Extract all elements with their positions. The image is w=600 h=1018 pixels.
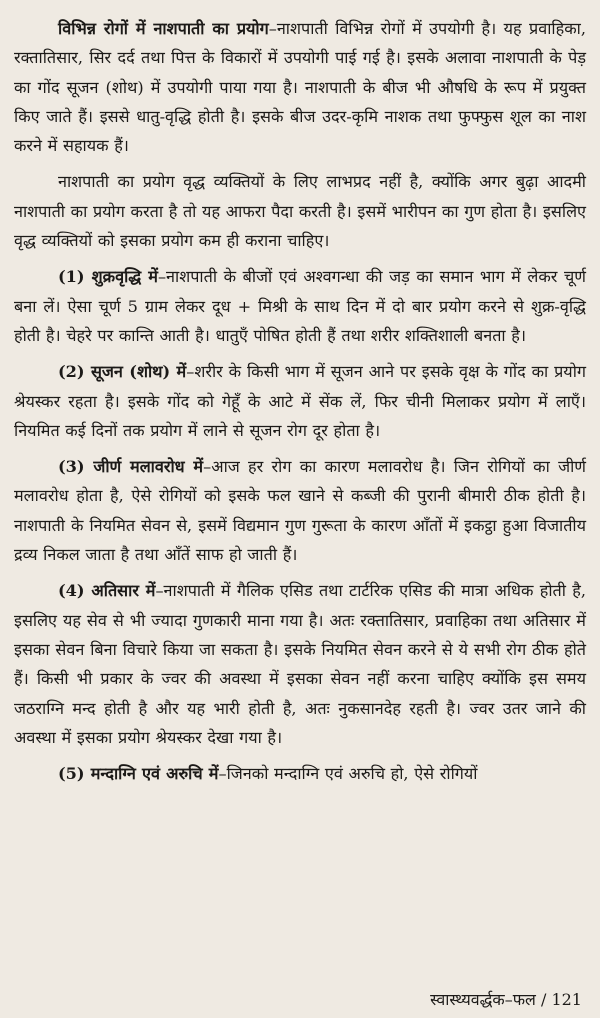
paragraph-remedy-1 [14,262,586,350]
paragraph-text: –नाशपाती में गैलिक एसिड तथा टार्टरिक एसिड की मात्रा अधिक होती है, इसलिए यह सेव से भी ज्यादा गुणकारी माना गया है। अतः रक्तातिसार, प्रवाहिका तथा अतिसार में इसका सेवन बिना विचारे किया जा सकता है। इसके नियमित सेवन करने से ये सभी रोग ठीक होते हैं। किसी भी प्रकार के ज्वर की अवस्था में इसका सेवन नहीं करना चाहिए क्योंकि इस समय जठराग्नि मन्द होती है और यह भारी होती है, अतः नुकसानदेह रहती है। ज्वर उतर जाने की अवस्था में इसका प्रयोग श्रेयस्कर देखा गया है। [14,581,586,747]
paragraph-heading: विभिन्न रोगों में नाशपाती का प्रयोग [58,19,269,38]
paragraph-text: –नाशपाती विभिन्न रोगों में उपयोगी है। यह प्रवाहिका, रक्तातिसार, सिर दर्द तथा पित्त के विकारों में उपयोगी पाई गई है। इसके अलावा नाशपाती के पेड़ का गोंद सूजन (शोथ) में उपयोगी पाया गया है। नाशपाती के बीज भी औषधि के रूप में प्रयुक्त किए जाते हैं। इससे धातु-वृद्धि होती है। इसके बीज उदर-कृमि नाशक तथा फुफ्फुस शूल का नाश करने में सहायक हैं। [14,19,586,156]
paragraph-heading: (5) मन्दाग्नि एवं अरुचि में [58,764,219,784]
paragraph-remedy-5 [14,759,586,788]
paragraph-elderly-caution [14,167,586,255]
paragraph-heading: (3) जीर्ण मलावरोध में [58,457,204,477]
paragraph-remedy-3 [14,452,586,569]
paragraph-text: –आज हर रोग का कारण मलावरोध है। जिन रोगियों का जीर्ण मलावरोध होता है, ऐसे रोगियों को इसके फल खाने से कब्जी की पुरानी बीमारी ठीक होती है। नाशपाती के नियमित सेवन से, इसमें विद्यमान गुण गुरूता के कारण आँतों में इकट्ठा हुआ विजातीय द्रव्य निकल जाता है तथा आँतें साफ हो जाती हैं। [14,457,586,565]
paragraph-heading: (4) अतिसार में [58,581,156,601]
paragraph-text: –शरीर के किसी भाग में सूजन आने पर इसके वृक्ष के गोंद का प्रयोग श्रेयस्कर रहता है। इसके गोंद को गेहूँ के आटे में सेंक लें, फिर चीनी मिलाकर प्रयोग में लाएँ। नियमित कई दिनों तक प्रयोग में लाने से सूजन रोग दूर होता है। [14,362,587,440]
paragraph-remedy-4 [14,576,586,752]
paragraph-text: –जिनको मन्दाग्नि एवं अरुचि हो, ऐसे रोगियों [218,764,478,784]
paragraph-heading: (1) शुक्रवृद्धि में [58,267,158,287]
paragraph-remedy-2 [14,357,586,445]
paragraph-text: नाशपाती का प्रयोग वृद्ध व्यक्तियों के लिए लाभप्रद नहीं है, क्योंकि अगर बुढ़ा आदमी नाशपाती का प्रयोग करता है तो यह आफरा पैदा करती है। इसमें भारीपन का गुण होता है। इसलिए वृद्ध व्यक्तियों को इसका प्रयोग कम ही कराना चाहिए। [14,172,586,251]
paragraph-intro [14,14,586,160]
paragraph-heading: (2) सूजन (शोथ) में [58,362,187,382]
paragraph-text: –नाशपाती के बीजों एवं अश्वगन्धा की जड़ का समान भाग में लेकर चूर्ण बना लें। ऐसा चूर्ण 5 ग्राम लेकर दूध + मिश्री के साथ दिन में दो बार प्रयोग करने से शुक्र-वृद्धि होती है। चेहरे पर कान्ति आती है। धातुएँ पोषित होती हैं तथा शरीर शक्तिशाली बनता है। [14,267,586,345]
page-footer: स्वास्थ्यवर्द्धक–फल / 121 [430,990,582,1009]
